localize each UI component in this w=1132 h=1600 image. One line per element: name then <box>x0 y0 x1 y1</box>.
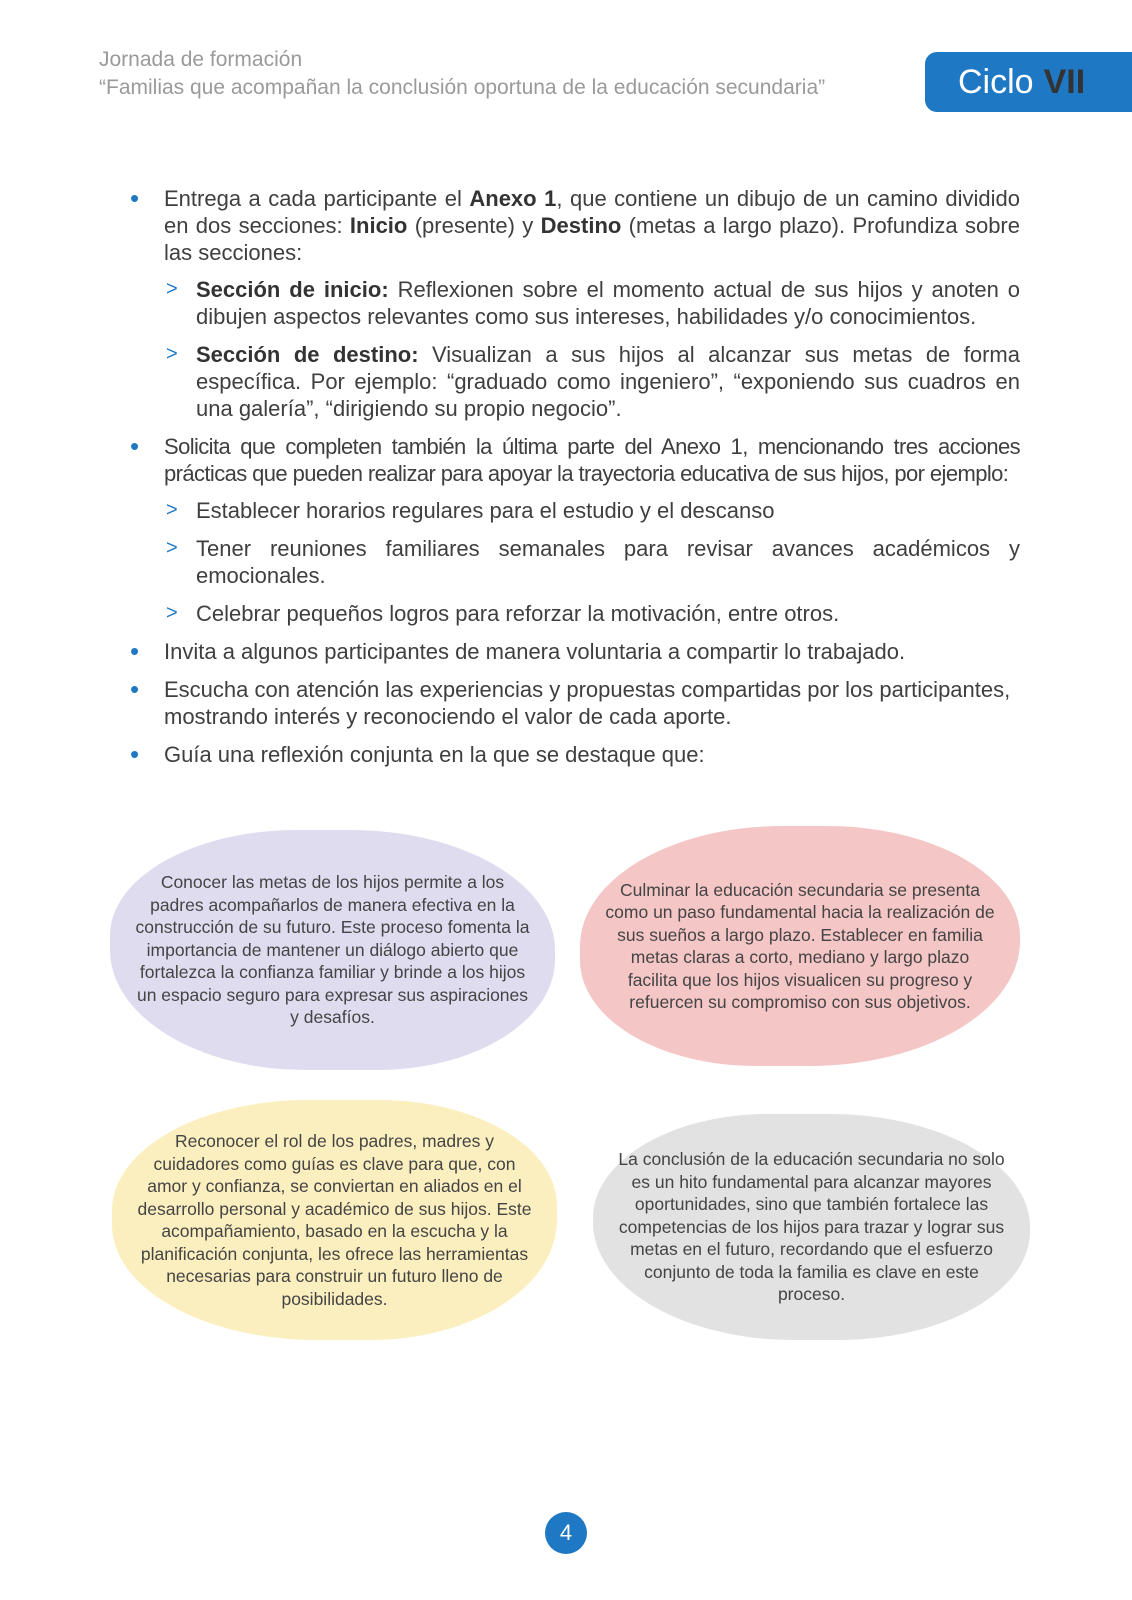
sub-list <box>164 497 1020 627</box>
sub-item-inicio <box>164 276 1020 330</box>
reflection-bubble-gray <box>593 1114 1030 1340</box>
bullet-invita: • Invita a algunos participantes de manera voluntaria a compartir lo trabajado. <box>130 638 1020 665</box>
bubble-text: La conclusión de la educación secundaria no solo es un hito fundamental para alcanzar mayores oportunidades, sino que también fortalece las competencias de los hijos para trazar y lograr sus metas en el futuro, recordando que el esfuerzo conjunto de toda la familia es clave en este proceso. <box>618 1149 1005 1305</box>
bullet-guia: • Guía una reflexión conjunta en la que se destaque que: <box>130 741 1020 768</box>
page-number: 4 <box>545 1512 587 1554</box>
bullet-escucha: • Escucha con atención las experiencias y propuestas compartidas por los participantes, mostrando interés y reconociendo el valor de cada aporte. <box>130 676 1020 730</box>
instructions <box>130 185 1020 779</box>
bold-anexo: Anexo 1 <box>469 186 557 211</box>
bullet-list <box>130 185 1020 768</box>
bullet-text: (presente) y <box>407 213 541 238</box>
cycle-badge-word: Ciclo <box>958 63 1034 101</box>
bullet-text: Solicita que completen también la última parte del Anexo 1, mencionando tres acciones prácticas que pueden realizar para apoyar la trayectoria educativa de sus hijos, por ejemplo: <box>164 434 1020 486</box>
bullet-text: Entrega a cada participante el <box>164 186 470 211</box>
bubble-text: Culminar la educación secundaria se presenta como un paso fundamental hacia la realización de sus sueños a largo plazo. Establecer en familia metas claras a corto, mediano y largo plazo facilita que los hijos visualicen su progreso y refuercen su compromiso con sus objetivos. <box>605 879 995 1012</box>
cycle-badge-number: VII <box>1043 63 1086 101</box>
bold-inicio: Inicio <box>349 213 408 238</box>
reflection-bubble-pink <box>580 826 1020 1066</box>
header-subtitle: “Familias que acompañan la conclusión oportuna de la educación secundaria” <box>99 76 826 99</box>
bullet-anexo <box>130 185 1020 422</box>
header-title: Jornada de formación <box>99 48 303 71</box>
reflection-bubble-yellow <box>112 1100 557 1340</box>
bold-seccion-destino: Sección de destino: <box>196 342 419 367</box>
bubble-text: Conocer las metas de los hijos permite a los padres acompañarlos de manera efectiva en la construcción de su futuro. Este proceso fomenta la importancia de mantener un diálogo abierto que fortalezca la confianza familiar y brinde a los hijos un espacio seguro para expresar sus aspiraciones y desafíos. <box>135 872 530 1028</box>
bullet-text: , que contiene un dibujo de un camino dividido en dos secciones: <box>164 186 1021 238</box>
bullet-acciones <box>130 433 1020 627</box>
sub-item-horarios: > Establecer horarios regulares para el estudio y el descanso <box>164 497 1020 524</box>
sub-item-destino <box>164 341 1020 422</box>
sub-item-reuniones: > Tener reuniones familiares semanales para revisar avances académicos y emocionales. <box>164 535 1020 589</box>
bubble-text: Reconocer el rol de los padres, madres y cuidadores como guías es clave para que, con amor y confianza, se conviertan en aliados en el desarrollo personal y académico de sus hijos. Este acompañamiento, basado en la escucha y la planificación conjunta, les ofrece las herramientas necesarias para construir un futuro lleno de posibilidades. <box>137 1131 532 1309</box>
reflection-bubble-purple <box>110 830 555 1070</box>
sub-item-text: Reflexionen sobre el momento actual de sus hijos y anoten o dibujen aspectos relevantes como sus intereses, habilidades y/o conocimientos. <box>196 277 1020 329</box>
bullet-text: (metas a largo plazo). Profundiza sobre las secciones: <box>164 213 1020 265</box>
cycle-badge <box>925 52 1132 112</box>
sub-item-logros: > Celebrar pequeños logros para reforzar la motivación, entre otros. <box>164 600 1020 627</box>
sub-item-text: Visualizan a sus hijos al alcanzar sus metas de forma específica. Por ejemplo: “graduado como ingeniero”, “exponiendo sus cuadros en una galería”, “dirigiendo su propio negocio”. <box>196 342 1020 421</box>
bold-seccion-inicio: Sección de inicio: <box>196 277 389 302</box>
sub-list <box>164 276 1020 422</box>
bold-destino: Destino <box>540 213 622 238</box>
